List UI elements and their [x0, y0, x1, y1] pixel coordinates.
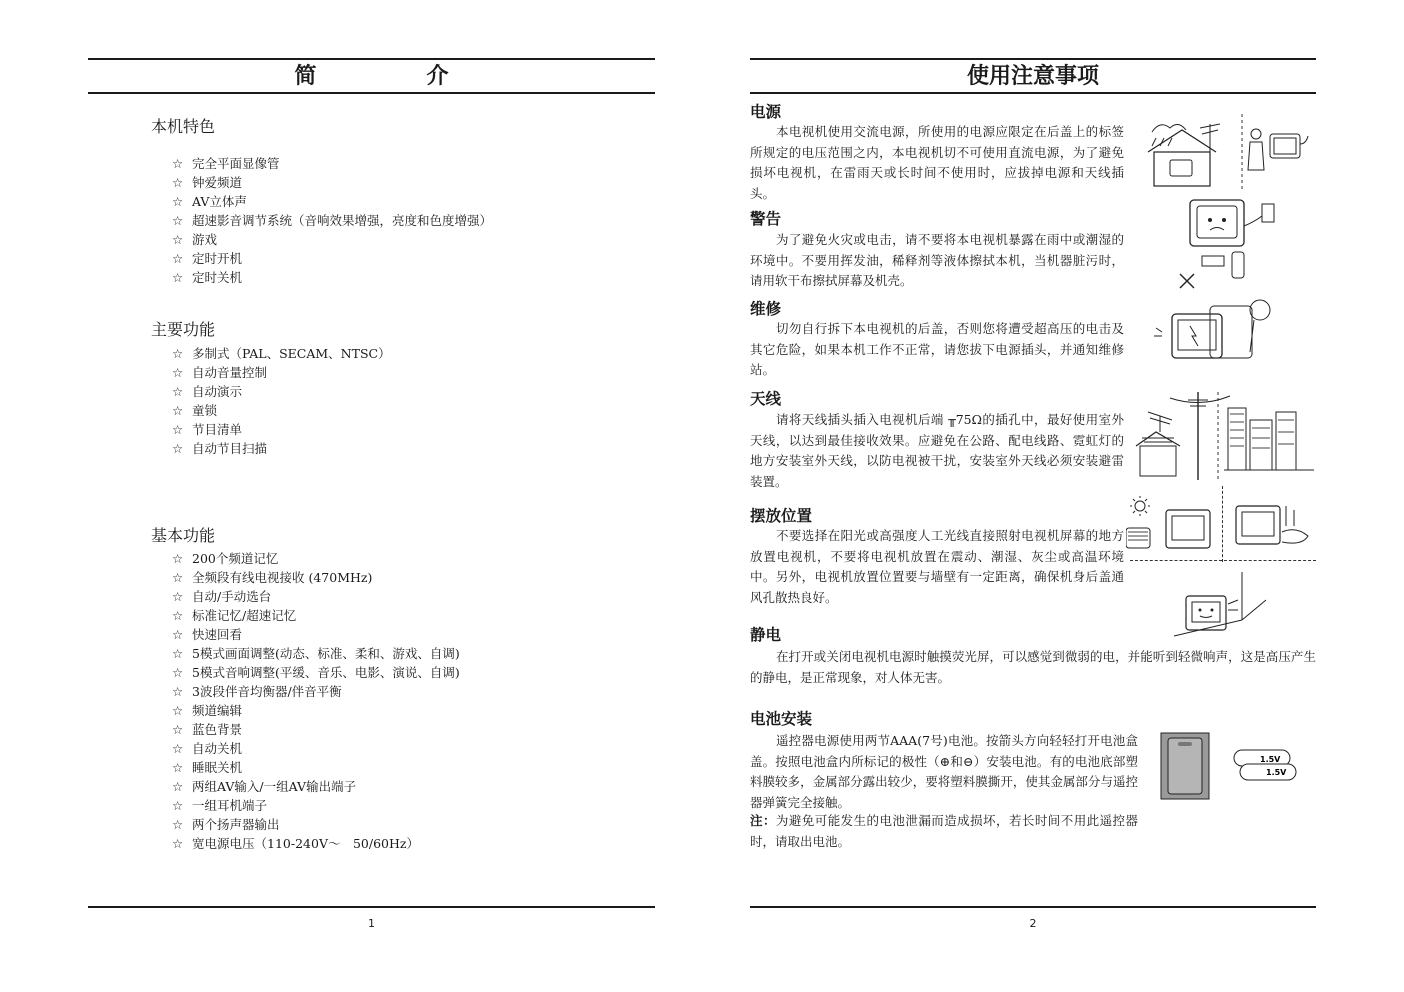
warning-illustration	[1170, 196, 1280, 292]
star-icon: ☆	[172, 175, 184, 190]
right-page	[750, 0, 1316, 992]
star-icon: ☆	[172, 608, 184, 623]
section-heading-main-functions: 主要功能	[151, 320, 216, 339]
list-item: ☆ 自动音量控制	[172, 365, 268, 380]
list-item: ☆ 标准记忆/超速记忆	[172, 608, 297, 623]
star-icon: ☆	[172, 589, 184, 604]
bottom-rule	[88, 906, 655, 908]
list-item: ☆ 两组AV输入/一组AV输出端子	[172, 779, 357, 794]
star-icon: ☆	[172, 760, 184, 775]
list-item: ☆ 频道编辑	[172, 703, 243, 718]
list-item: ☆ 宽电源电压（110-240V～ 50/60Hz）	[172, 836, 419, 851]
star-icon: ☆	[172, 346, 184, 361]
star-icon: ☆	[172, 384, 184, 399]
list-item: ☆ 3波段伴音均衡器/伴音平衡	[172, 684, 342, 699]
power-illustration	[1142, 112, 1312, 192]
star-icon: ☆	[172, 570, 184, 585]
tv-wall-illustration	[1172, 570, 1268, 642]
list-item: ☆ 蓝色背景	[172, 722, 243, 737]
list-item: ☆ 睡眠关机	[172, 760, 243, 775]
remote-battery-compartment	[1160, 732, 1212, 802]
list-item: ☆ 节目清单	[172, 422, 243, 437]
star-icon: ☆	[172, 646, 184, 661]
antenna-illustration	[1130, 388, 1316, 484]
star-icon: ☆	[172, 232, 184, 247]
list-item: ☆ 自动节目扫描	[172, 441, 268, 456]
list-item: ☆ 多制式（PAL、SECAM、NTSC）	[172, 346, 391, 361]
star-icon: ☆	[172, 741, 184, 756]
list-item: ☆ 定时开机	[172, 251, 243, 266]
list-item: ☆ 全频段有线电视接收 (470MHz)	[172, 570, 373, 585]
wall-distance-illustration	[1172, 570, 1268, 642]
top-rule	[750, 58, 1316, 60]
list-item: ☆ 两个扬声器输出	[172, 817, 280, 832]
page-number: 2	[1029, 917, 1037, 930]
warning-text: 为了避免火灾或电击，请不要将本电视机暴露在雨中或潮湿的环境中。不要用挥发油，稀释剂等液体擦拭本机，当机器脏污时，请用软干布擦拭屏幕及机壳。	[750, 232, 1124, 288]
list-item: ☆ 5模式画面调整(动态、标准、柔和、游戏、自调)	[172, 646, 460, 661]
features-list	[172, 154, 492, 287]
section-heading-power: 电源	[750, 103, 782, 121]
star-icon: ☆	[172, 817, 184, 832]
star-icon: ☆	[172, 270, 184, 285]
star-icon: ☆	[172, 213, 184, 228]
battery-note	[750, 811, 1138, 852]
section-heading-static: 静电	[750, 626, 782, 644]
star-icon: ☆	[172, 684, 184, 699]
placement-illustration	[1126, 496, 1316, 556]
list-item: ☆ 一组耳机端子	[172, 798, 268, 813]
note-text: 为避免可能发生的电池泄漏而造成损坏，若长时间不用此遥控器时，请取出电池。	[750, 813, 1138, 849]
battery-text: 遥控器电源使用两节AAA(7号)电池。按箭头方向轻轻打开电池盒盖。按照电池盒内所标记的极性（⊕和⊖）安装电池。有的电池底部塑料膜较多，金属部分露出较少，要将塑料膜撕开，使其金属部分与遥控器弹簧完全接触。	[750, 733, 1138, 810]
left-page	[88, 0, 655, 992]
list-item: ☆ 自动关机	[172, 741, 243, 756]
list-item: ☆ 快速回看	[172, 627, 243, 642]
section-heading-repair: 维修	[750, 300, 782, 318]
star-icon: ☆	[172, 251, 184, 266]
basic-functions-list	[172, 549, 460, 853]
star-icon: ☆	[172, 722, 184, 737]
star-icon: ☆	[172, 627, 184, 642]
repair-text: 切勿自行拆下本电视机的后盖，否则您将遭受超高压的电击及其它危险，如果本机工作不正常，请您拔下电源插头，并通知维修站。	[750, 321, 1124, 377]
list-item: ☆ 钟爱频道	[172, 175, 243, 190]
page-title: 使用注意事项	[966, 64, 1099, 89]
star-icon: ☆	[172, 798, 184, 813]
section-heading-battery: 电池安装	[750, 710, 813, 728]
star-icon: ☆	[172, 194, 184, 209]
main-functions-list	[172, 344, 391, 458]
star-icon: ☆	[172, 365, 184, 380]
star-icon: ☆	[172, 403, 184, 418]
star-icon: ☆	[172, 703, 184, 718]
list-item: ☆ 自动/手动选台	[172, 589, 272, 604]
top-rule	[88, 58, 655, 60]
list-item: ☆ 自动演示	[172, 384, 243, 399]
aaa-battery-icon	[1230, 744, 1300, 784]
battery-label: 1.5V	[1266, 768, 1287, 777]
title-rule	[88, 92, 655, 94]
tv-placement-illustration	[1126, 496, 1316, 556]
list-item: ☆ 超速影音调节系统（音响效果增强，亮度和色度增强）	[172, 213, 493, 228]
tv-repair-illustration	[1150, 292, 1274, 374]
list-item: ☆ AV立体声	[172, 194, 247, 209]
star-icon: ☆	[172, 836, 184, 851]
static-text: 在打开或关闭电视机电源时触摸荧光屏，可以感觉到微弱的电，并能听到轻微响声，这是高压产生的静电，是正常现象，对人体无害。	[750, 649, 1316, 685]
list-item: ☆ 5模式音响调整(平缓、音乐、电影、演说、自调)	[172, 665, 460, 680]
antenna-text: 请将天线插头插入电视机后端 ╥75Ω的插孔中，最好使用室外天线，以达到最佳接收效果。应避免在公路、配电线路、霓虹灯的地方安装室外天线，以防电视被干扰，安装室外天线必须安装避雷装置。	[750, 412, 1124, 489]
section-heading-placement: 摆放位置	[750, 507, 813, 525]
battery-label: 1.5V	[1260, 755, 1281, 764]
remote-back-icon	[1160, 732, 1212, 802]
section-heading-warning: 警告	[750, 210, 782, 228]
star-icon: ☆	[172, 156, 184, 171]
bottom-rule	[750, 906, 1316, 908]
placement-text: 不要选择在阳光或高强度人工光线直接照射电视机屏幕的地方放置电视机，不要将电视机放置在震动、潮湿、灰尘或高温环境中。另外，电视机放置位置要与墙壁有一定距离，确保机身后盖通风孔散热良好。	[750, 528, 1124, 605]
page-number: 1	[368, 917, 375, 930]
list-item: ☆ 定时关机	[172, 270, 243, 285]
house-antenna-illustration	[1142, 112, 1312, 192]
note-label: 注：	[750, 813, 776, 828]
outdoor-antenna-illustration	[1130, 388, 1316, 484]
divider-line	[1130, 560, 1316, 561]
section-heading-features: 本机特色	[151, 117, 216, 136]
star-icon: ☆	[172, 779, 184, 794]
power-text: 本电视机使用交流电源，所使用的电源应限定在后盖上的标签所规定的电压范围之内，本电视机切不可使用直流电源，为了避免损坏电视机，在雷雨天或长时间不使用时，应拔掉电源和天线插头。	[750, 124, 1124, 201]
list-item: ☆ 完全平面显像管	[172, 156, 280, 171]
list-item: ☆ 200个频道记忆	[172, 551, 279, 566]
list-item: ☆ 游戏	[172, 232, 218, 247]
title-rule	[750, 92, 1316, 94]
section-heading-antenna: 天线	[750, 390, 782, 408]
page-title: 简 介	[294, 64, 493, 89]
star-icon: ☆	[172, 422, 184, 437]
tv-warning-illustration	[1170, 196, 1280, 292]
list-item: ☆ 童锁	[172, 403, 218, 418]
star-icon: ☆	[172, 441, 184, 456]
star-icon: ☆	[172, 665, 184, 680]
repair-illustration	[1150, 292, 1274, 374]
section-heading-basic-functions: 基本功能	[151, 526, 216, 545]
battery-illustration	[1230, 744, 1300, 784]
star-icon: ☆	[172, 551, 184, 566]
